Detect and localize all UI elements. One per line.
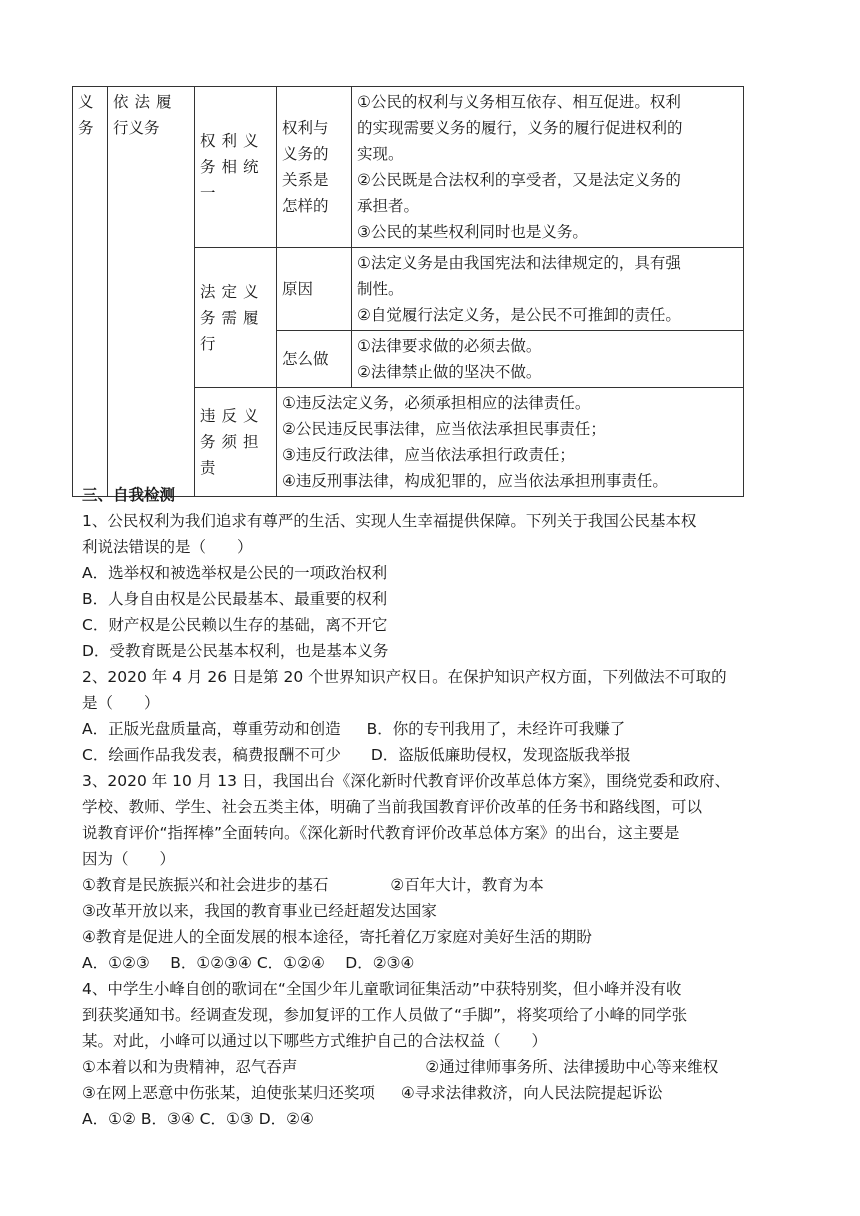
reason-label: 原因: [277, 248, 352, 331]
option-d: D．盗版低廉助侵权，发现盗版我举报: [370, 746, 631, 764]
statement-row: [82, 1080, 782, 1106]
knowledge-outline-table: [72, 86, 744, 497]
statement-3: ③改革开放以来，我国的教育事业已经赶超发达国家: [82, 902, 437, 920]
question-stem: 某。对此，小峰可以通过以下哪些方式维护自己的合法权益（ ）: [82, 1032, 548, 1050]
relationship-answer: ①公民的权利与义务相互依存、相互促进。权利 的实现需要义务的履行，义务的履行促进权利的 实现。 ②公民既是合法权利的享受者，又是法定义务的 承担者。 ③公民的某些权利同时也是义务。: [352, 87, 744, 248]
question-3: [82, 768, 782, 976]
fulfill-line-2: 行义务: [113, 119, 160, 137]
question-stem: 3、2020 年 10 月 13 日，我国出台《深化新时代教育评价改革总体方案》，围绕党委和政府、: [82, 772, 731, 790]
question-stem: 2、2020 年 4 月 26 日是第 20 个世界知识产权日。在保护知识产权方面，下列做法不可取的: [82, 668, 727, 686]
statement-row: [82, 872, 782, 898]
how-answer: ①法律要求做的必须去做。 ②法律禁止做的坚决不做。: [352, 331, 744, 388]
statement-3: ③在网上恶意中伤张某，迫使张某归还奖项: [82, 1084, 375, 1102]
statement-row: [82, 1054, 782, 1080]
question-stem: 学校、教师、学生、社会五类主体，明确了当前我国教育评价改革的任务书和路线图，可以: [82, 798, 703, 816]
question-stem: 说教育评价“指挥棒”全面转向。《深化新时代教育评价改革总体方案》的出台，这主要是: [82, 824, 680, 842]
duty-char-2: 务: [78, 119, 94, 137]
question-stem: 1、公民权利为我们追求有尊严的生活、实现人生幸福提供保障。下列关于我国公民基本权: [82, 512, 697, 530]
section-title: 三、自我检测: [82, 486, 176, 504]
question-4: [82, 976, 782, 1132]
statement-2: ②百年大计，教育为本: [390, 876, 544, 894]
relationship-question: 权利与 义务的 关系是 怎样的: [277, 87, 352, 248]
statement-1: ①本着以和为贵精神，忍气吞声: [82, 1058, 298, 1076]
options-row-cd: [82, 742, 782, 768]
question-stem: 因为（ ）: [82, 850, 176, 868]
question-stem: 到获奖通知书。经调查发现，参加复评的工作人员做了“手脚”，将奖项给了小峰的同学张: [82, 1006, 688, 1024]
self-test-section: [82, 482, 782, 1132]
violation-title: 违反义 务须担 责: [195, 388, 277, 497]
options-row-ab: [82, 716, 782, 742]
duty-char-1: 义: [78, 93, 94, 111]
rights-duties-unity-title: 权利义 务相统 一: [195, 87, 277, 248]
column-duty-label: [73, 87, 108, 497]
question-stem: 利说法错误的是（ ）: [82, 538, 253, 556]
violation-answer: ①违反法定义务，必须承担相应的法律责任。 ②公民违反民事法律，应当依法承担民事责任； ③违反行政法律，应当依法承担行政责任； ④违反刑事法律，构成犯罪的，应当依法承担刑事责任。: [277, 388, 744, 497]
statement-4: ④寻求法律救济，向人民法院提起诉讼: [400, 1084, 663, 1102]
option-a: A．选举权和被选举权是公民的一项政治权利: [82, 564, 388, 582]
reason-answer: ①法定义务是由我国宪法和法律规定的，具有强 制性。 ②自觉履行法定义务，是公民不可推卸的责任。: [352, 248, 744, 331]
statement-4: ④教育是促进人的全面发展的根本途径，寄托着亿万家庭对美好生活的期盼: [82, 928, 592, 946]
statement-1: ①教育是民族振兴和社会进步的基石: [82, 876, 329, 894]
question-stem: 4、中学生小峰自创的歌词在“全国少年儿童歌词征集活动”中获特别奖，但小峰并没有收: [82, 980, 682, 998]
option-b: B．你的专刊我用了，未经许可我赚了: [366, 720, 626, 738]
question-2: [82, 664, 782, 768]
how-label: 怎么做: [277, 331, 352, 388]
option-d: D．受教育既是公民基本权利，也是基本义务: [82, 642, 389, 660]
fulfill-line-1: 依法履: [113, 93, 178, 111]
option-a: A．正版光盘质量高，尊重劳动和创造: [82, 720, 341, 738]
legal-duty-title: 法定义 务需履 行: [195, 248, 277, 388]
option-c: C．绘画作品我发表，稿费报酬不可少: [82, 746, 341, 764]
question-stem: 是（ ）: [82, 694, 160, 712]
answer-choices: A．①②③ B．①②③④ C．①②④ D．②③④: [82, 954, 415, 972]
answer-choices: A．①② B．③④ C．①③ D．②④: [82, 1110, 314, 1128]
statement-2: ②通过律师事务所、法律援助中心等来维权: [425, 1058, 719, 1076]
question-1: [82, 508, 782, 664]
column-fulfill-duty-label: [108, 87, 195, 497]
option-c: C．财产权是公民赖以生存的基础，离不开它: [82, 616, 388, 634]
option-b: B．人身自由权是公民最基本、最重要的权利: [82, 590, 388, 608]
